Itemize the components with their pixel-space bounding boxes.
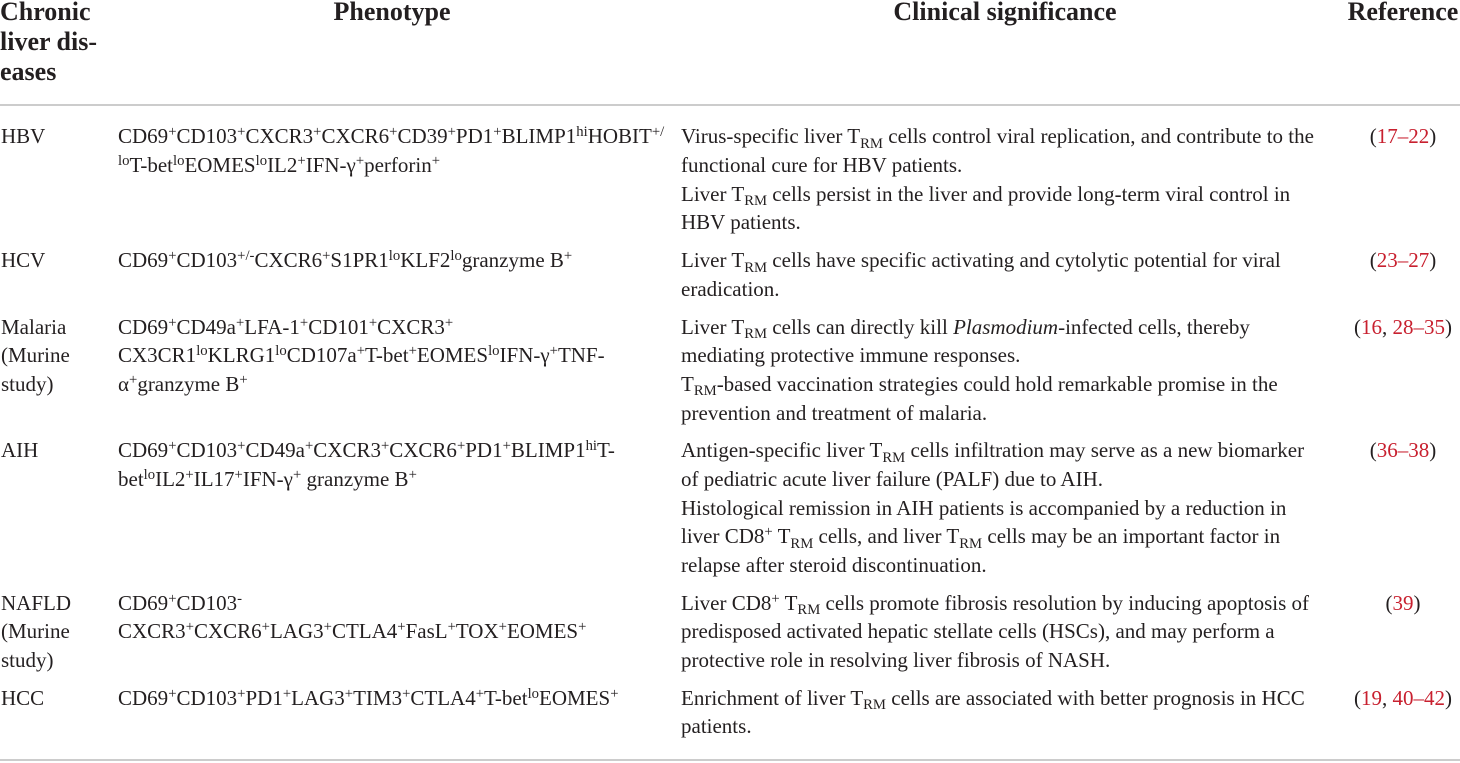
text-run: patients. — [681, 714, 752, 739]
text-run: CD103 — [176, 248, 238, 273]
reference-cell — [1346, 122, 1460, 237]
text-run: ) — [1445, 314, 1452, 339]
text-run: Liver CD8 — [681, 590, 772, 615]
text-run: CD107a — [286, 343, 357, 368]
superscript: + — [237, 124, 246, 141]
superscript: + — [235, 314, 245, 331]
superscript: + — [408, 466, 417, 483]
superscript: + — [292, 466, 302, 483]
table-body — [0, 106, 1460, 761]
subscript: RM — [744, 326, 768, 343]
superscript: lo — [527, 685, 540, 702]
text-run: TNF- — [557, 343, 605, 368]
clinical-line — [681, 684, 1329, 713]
text-run: CD103 — [176, 124, 238, 149]
disease-cell — [0, 436, 118, 579]
text-run: EOMES — [416, 343, 489, 368]
text-run: cells control viral replication, and contribute to the — [883, 124, 1314, 149]
text-run: cells persist in the liver and provide long-term viral control in — [767, 181, 1291, 206]
superscript: + — [323, 619, 332, 636]
superscript: + — [234, 466, 243, 483]
text-run: CD39 — [397, 124, 448, 149]
text-run: CD103 — [176, 685, 238, 710]
superscript: + — [368, 314, 378, 331]
phenotype-line — [118, 370, 666, 399]
reference-link[interactable]: 39 — [1392, 590, 1414, 615]
superscript: + — [168, 590, 177, 607]
superscript: + — [168, 438, 177, 455]
superscript: + — [444, 314, 454, 331]
text-run: , — [1382, 314, 1393, 339]
text-run: Enrichment of liver T — [681, 685, 864, 710]
superscript: + — [610, 685, 619, 702]
phenotype-line — [118, 246, 666, 275]
phenotype-cell — [118, 436, 681, 579]
text-run: CXCR6 — [254, 248, 323, 273]
clinical-paragraph — [681, 494, 1329, 580]
phenotype-cell — [118, 122, 681, 237]
text-run: Antigen-specific liver T — [681, 438, 883, 463]
superscript: lo — [450, 248, 462, 265]
text-run: perforin — [364, 153, 432, 178]
clinical-line — [681, 313, 1329, 342]
superscript: + — [498, 619, 507, 636]
clinical-line — [681, 151, 1329, 180]
text-run: eradication. — [681, 276, 780, 301]
disease-name: AIH — [1, 438, 39, 463]
text-run: CXCR6 — [193, 619, 262, 644]
superscript: + — [185, 466, 194, 483]
text-run: ) — [1429, 124, 1437, 149]
text-run: ( — [1369, 248, 1377, 273]
disease-cell — [0, 246, 118, 303]
phenotype-line — [118, 684, 666, 713]
text-run: PD1 — [465, 438, 503, 463]
text-run: IFN-γ — [242, 466, 293, 491]
superscript: + — [431, 153, 441, 170]
text-run: cells are associated with better prognosis in HCC — [886, 685, 1305, 710]
text-run: PD1 — [245, 685, 283, 710]
disease-name: HBV — [1, 124, 46, 149]
superscript: + — [493, 124, 502, 141]
text-run: HBV patients. — [681, 210, 801, 235]
text-run: T-bet — [129, 153, 173, 178]
subscript: RM — [744, 259, 768, 276]
text-run: T- — [597, 438, 615, 463]
superscript: + — [408, 343, 417, 360]
superscript: + — [304, 438, 314, 455]
superscript: + — [168, 248, 177, 265]
superscript: + — [282, 685, 292, 702]
text-run: FasL — [405, 619, 448, 644]
text-run: CXCR6 — [389, 438, 457, 463]
clinical-line — [681, 399, 1329, 428]
text-run: CD49a — [245, 438, 305, 463]
header-line: Chronic — [0, 0, 91, 26]
text-run: CD103 — [176, 438, 238, 463]
clinical-line — [681, 275, 1329, 304]
text-run: LFA-1 — [244, 314, 300, 339]
clinical-line — [681, 589, 1329, 618]
text-run: α — [118, 371, 130, 396]
text-run: cells may be an important factor in — [982, 524, 1281, 549]
reference-line — [1346, 589, 1460, 618]
disease-cell — [0, 684, 118, 741]
clinical-line — [681, 551, 1329, 580]
text-run: EOMES — [184, 153, 256, 178]
table-header-row — [0, 0, 1460, 106]
text-run: ) — [1413, 590, 1421, 615]
superscript: + — [168, 314, 177, 331]
text-run: CD69 — [118, 124, 169, 149]
text-run: T — [681, 371, 694, 396]
clinical-line — [681, 208, 1329, 237]
text-run: CXCR6 — [321, 124, 390, 149]
clinical-paragraph — [681, 180, 1329, 237]
text-run: IFN-γ — [499, 343, 550, 368]
reference-cell — [1346, 589, 1460, 675]
superscript: + — [344, 685, 354, 702]
superscript: + — [402, 685, 411, 702]
reference-cell — [1346, 684, 1460, 741]
text-run: ( — [1354, 314, 1361, 339]
subscript: RM — [860, 135, 883, 152]
reference-line — [1346, 246, 1460, 275]
text-run: functional cure for HBV patients. — [681, 153, 963, 178]
phenotype-line — [118, 122, 666, 151]
disease-name: Malaria (Murine study) — [1, 314, 70, 396]
superscript: + — [456, 438, 466, 455]
clinical-line — [681, 370, 1329, 399]
text-run: T — [772, 524, 791, 549]
superscript: + — [168, 124, 177, 141]
clinical-line — [681, 465, 1329, 494]
text-run: IFN-γ — [305, 153, 356, 178]
superscript: lo — [196, 343, 208, 360]
text-run: T-bet — [484, 685, 528, 710]
text-run: Liver T — [681, 248, 745, 273]
text-run: granzyme B — [461, 248, 564, 273]
header-chronic-liver-diseases — [0, 0, 118, 87]
reference-link[interactable]: 23–27 — [1376, 248, 1430, 273]
clinical-significance-cell — [681, 684, 1346, 741]
phenotype-line — [118, 313, 666, 342]
text-run: granzyme B — [301, 466, 409, 491]
superscript: + — [502, 438, 511, 455]
disease-name: HCC — [1, 685, 45, 710]
disease-cell — [0, 122, 118, 237]
clinical-line — [681, 712, 1329, 741]
text-run: granzyme B — [137, 371, 240, 396]
superscript: + — [475, 685, 485, 702]
text-run: ) — [1429, 248, 1437, 273]
superscript: lo — [388, 248, 401, 265]
table-row — [0, 308, 1460, 432]
text-run: T-bet — [365, 343, 409, 368]
superscript: + — [237, 438, 246, 455]
superscript: + — [313, 124, 322, 141]
text-run: ( — [1369, 438, 1377, 463]
header-line: eases — [0, 57, 57, 86]
superscript: + — [397, 619, 406, 636]
text-run: PD1 — [455, 124, 494, 149]
clinical-paragraph — [681, 436, 1329, 493]
superscript: lo — [173, 153, 185, 170]
text-run: mediating protective immune responses. — [681, 343, 1021, 368]
text-run: LAG3 — [291, 685, 345, 710]
phenotype-line — [118, 341, 666, 370]
reference-line — [1346, 684, 1460, 713]
text-run: cells can directly kill — [767, 314, 954, 339]
text-run: S1PR1 — [330, 248, 389, 273]
text-run: IL2 — [155, 466, 186, 491]
header-reference: Reference — [1347, 0, 1459, 26]
clinical-significance-cell — [681, 589, 1346, 675]
phenotype-cell — [118, 246, 681, 303]
text-run: TIM3 — [353, 685, 403, 710]
text-run: EOMES — [506, 619, 579, 644]
superscript: lo — [275, 343, 287, 360]
text-run: CTLA4 — [331, 619, 398, 644]
text-run: ) — [1429, 438, 1437, 463]
text-run: CD69 — [118, 314, 169, 339]
reference-line — [1346, 436, 1460, 465]
superscript: lo — [143, 466, 156, 483]
text-run: CXCR3 — [118, 619, 186, 644]
table-row — [0, 118, 1460, 242]
text-run: cells infiltration may serve as a new biomarker — [905, 438, 1305, 463]
text-run: CTLA4 — [410, 685, 476, 710]
clinical-paragraph — [681, 370, 1329, 427]
subscript: RM — [744, 193, 768, 210]
text-run: liver CD8 — [681, 524, 765, 549]
clinical-line — [681, 246, 1329, 275]
italic-text: Plasmodium — [953, 314, 1059, 339]
clinical-significance-cell — [681, 246, 1346, 303]
text-run: KLRG1 — [207, 343, 276, 368]
text-run: ( — [1385, 590, 1393, 615]
text-run: CXCR3 — [313, 438, 381, 463]
superscript: + — [355, 153, 365, 170]
clinical-paragraph — [681, 313, 1329, 370]
phenotype-line — [118, 617, 666, 646]
phenotype-line — [118, 465, 666, 494]
reference-line — [1346, 313, 1460, 342]
superscript: - — [237, 590, 243, 607]
reference-link[interactable]: 17–22 — [1376, 124, 1430, 149]
table-row — [0, 679, 1460, 745]
phenotype-cell — [118, 684, 681, 741]
phenotype-line — [118, 589, 666, 618]
superscript: + — [168, 685, 177, 702]
clinical-significance-cell — [681, 122, 1346, 237]
text-run: IL17 — [193, 466, 235, 491]
text-run: of pediatric acute liver failure (PALF) due to AIH. — [681, 466, 1104, 491]
reference-link[interactable]: 36–38 — [1376, 438, 1430, 463]
text-run: -based vaccination strategies could hold remarkable promise in the — [716, 371, 1278, 396]
text-run: cells promote fibrosis resolution by inducing apoptosis of — [820, 590, 1310, 615]
text-run: BLIMP1 — [501, 124, 577, 149]
superscript: + — [578, 619, 587, 636]
superscript: lo — [255, 153, 268, 170]
clinical-significance-cell — [681, 313, 1346, 428]
text-run: CD69 — [118, 685, 169, 710]
phenotype-line — [118, 151, 666, 180]
table-row — [0, 242, 1460, 308]
text-run: CD69 — [118, 590, 169, 615]
text-run: CXCR3 — [377, 314, 445, 339]
reference-line — [1346, 122, 1460, 151]
text-run: -infected cells, thereby — [1058, 314, 1250, 339]
clinical-line — [681, 341, 1329, 370]
subscript: RM — [882, 449, 906, 466]
text-run: protective role in resolving liver fibrosis of NASH. — [681, 648, 1111, 673]
phenotype-cell — [118, 589, 681, 675]
reference-cell — [1346, 436, 1460, 579]
superscript: lo — [118, 153, 130, 170]
text-run: cells, and liver T — [813, 524, 960, 549]
clinical-line — [681, 122, 1329, 151]
reference-cell — [1346, 246, 1460, 303]
clinical-line — [681, 494, 1329, 523]
superscript: + — [447, 124, 456, 141]
text-run: ( — [1369, 124, 1377, 149]
superscript: +/- — [237, 248, 255, 265]
text-run: CD101 — [308, 314, 369, 339]
text-run: Virus-specific liver T — [681, 124, 861, 149]
superscript: + — [389, 124, 398, 141]
clinical-significance-cell — [681, 436, 1346, 579]
clinical-line — [681, 646, 1329, 675]
table-row — [0, 432, 1460, 584]
superscript: + — [549, 343, 558, 360]
text-run: CX3CR1 — [118, 343, 197, 368]
superscript: + — [356, 343, 366, 360]
text-run: TOX — [455, 619, 499, 644]
superscript: + — [297, 153, 306, 170]
text-run: ( — [1354, 685, 1361, 710]
superscript: + — [447, 619, 456, 636]
text-run: Liver T — [681, 181, 745, 206]
reference-cell — [1346, 313, 1460, 428]
superscript: + — [771, 590, 780, 607]
text-run: relapse after steroid discontinuation. — [681, 552, 987, 577]
disease-name: NAFLD (Murine study) — [1, 590, 72, 673]
table-row — [0, 584, 1460, 679]
superscript: + — [563, 248, 573, 265]
superscript: + — [129, 371, 138, 388]
reference-link[interactable]: 19 — [1361, 685, 1382, 710]
text-run: CD49a — [176, 314, 236, 339]
clinical-line — [681, 617, 1329, 646]
clinical-paragraph — [681, 589, 1329, 675]
subscript: RM — [959, 535, 983, 552]
reference-link[interactable]: 40–42 — [1392, 685, 1445, 710]
text-run: Histological remission in AIH patients is accompanied by a reduction in — [681, 495, 1287, 520]
text-run: bet — [118, 466, 144, 491]
text-run: HOBIT — [587, 124, 652, 149]
text-run: KLF2 — [400, 248, 451, 273]
superscript: + — [764, 524, 773, 541]
text-run: ) — [1445, 685, 1452, 710]
subscript: RM — [693, 383, 717, 400]
text-run: prevention and treatment of malaria. — [681, 400, 988, 425]
header-clinical-significance: Clinical significance — [893, 0, 1117, 26]
clinical-line — [681, 436, 1329, 465]
superscript: + — [299, 314, 309, 331]
disease-name: HCV — [1, 248, 46, 273]
disease-cell — [0, 589, 118, 675]
clinical-paragraph — [681, 246, 1329, 303]
text-run: CXCR3 — [245, 124, 314, 149]
superscript: +/ — [651, 124, 665, 141]
superscript: hi — [576, 124, 588, 141]
reference-link[interactable]: 16 — [1361, 314, 1382, 339]
superscript: + — [322, 248, 331, 265]
clinical-line — [681, 180, 1329, 209]
text-run: , — [1382, 685, 1393, 710]
text-run: cells have specific activating and cytolytic potential for viral — [767, 248, 1281, 273]
text-run: T — [779, 590, 798, 615]
superscript: + — [261, 619, 270, 636]
phenotype-line — [118, 436, 666, 465]
superscript: hi — [585, 438, 598, 455]
phenotype-cell — [118, 313, 681, 428]
clinical-paragraph — [681, 684, 1329, 741]
superscript: + — [380, 438, 390, 455]
text-run: BLIMP1 — [510, 438, 586, 463]
superscript: + — [239, 371, 248, 388]
text-run: IL2 — [267, 153, 298, 178]
text-run: LAG3 — [269, 619, 324, 644]
text-run: CD69 — [118, 248, 169, 273]
header-phenotype: Phenotype — [333, 0, 451, 26]
text-run: CD103 — [176, 590, 238, 615]
text-run: EOMES — [539, 685, 611, 710]
subscript: RM — [863, 697, 886, 714]
superscript: + — [237, 685, 246, 702]
clinical-line — [681, 522, 1329, 551]
text-run: CD69 — [118, 438, 169, 463]
superscript: lo — [488, 343, 500, 360]
text-run: Liver T — [681, 314, 745, 339]
superscript: + — [185, 619, 194, 636]
clinical-paragraph — [681, 122, 1329, 179]
subscript: RM — [797, 602, 821, 619]
reference-link[interactable]: 28–35 — [1392, 314, 1445, 339]
disease-cell — [0, 313, 118, 428]
header-line: liver dis- — [0, 27, 98, 56]
text-run: predisposed activated hepatic stellate cells (HSCs), and may perform a — [681, 619, 1275, 644]
subscript: RM — [790, 535, 814, 552]
